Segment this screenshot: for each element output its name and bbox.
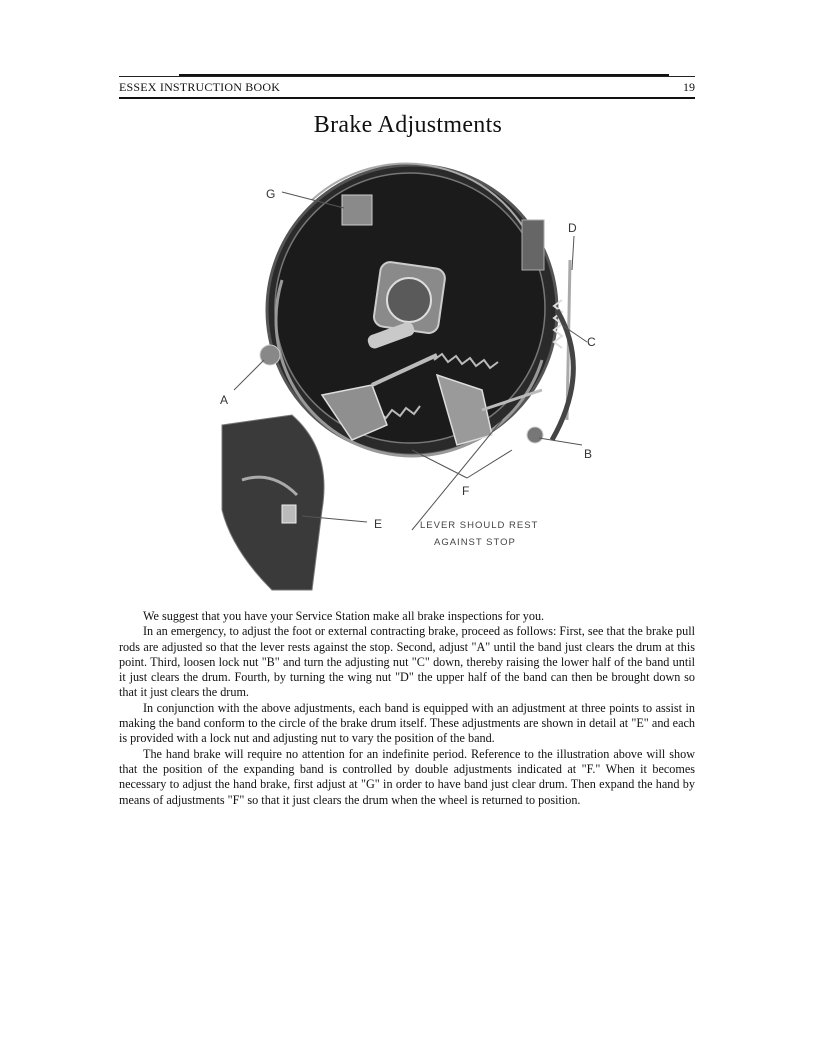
label-g: G [266,187,276,201]
paragraph-1: We suggest that you have your Service Station make all brake inspections for you. [143,609,545,623]
detail-inset [222,415,324,590]
header-rule [179,74,669,76]
paragraph-4: The hand brake will require no attention for an indefinite period. Reference to the illustration above will show that the position of the expanding band is controlled by double adjustments indicated at "F." When it becomes necessary to adjust the hand brake, first adjust at "G" in order to have band just clear drum. Then expand the hand by means of adjustments "F" so that it just clears the drum when the wheel is returned to position. [119,746,695,807]
detail-nut [282,505,296,523]
label-a: A [220,393,229,407]
label-b: B [584,447,593,461]
hub [387,278,431,322]
lock-nut-b [527,427,543,443]
adjuster-a [260,345,280,365]
brake-drum-drawing [212,150,596,590]
adjuster-g [342,195,372,225]
brake-illustration [212,150,596,590]
band-clip-right [522,220,544,270]
label-f: F [462,484,470,498]
paragraph-2: In an emergency, to adjust the foot or external contracting brake, proceed as follows: First, see that the brake pull rods are adjusted so that the lever rests against the stop. Second, adjust "A" until the band just clears the drum at this point. Third, loosen lock nut "B" and turn the adjusting nut "C" down, thereby raising the lower half of the band until it just clears the drum. Fourth, by turning the wing nut "D" the upper half of the band can then be brought down so that it just clears the drum. [119,624,695,700]
paragraph-3: In conjunction with the above adjustments, each band is equipped with an adjustment at three points to assist in making the band conform to the circle of the brake drum itself. These adjustments are shown in detail at "E" and each is provided with a lock nut and adjusting nut to vary the position of the band. [119,700,695,746]
body-text [119,609,695,808]
label-c: C [587,335,596,349]
caption-line-1: LEVER SHOULD REST [420,520,539,531]
label-e: E [374,517,383,531]
page-number: 19 [683,80,695,94]
leader-d [572,236,574,270]
page-title: Brake Adjustments [313,112,503,138]
label-d: D [568,221,577,235]
book-title: ESSEX INSTRUCTION BOOK [119,80,281,94]
running-header [119,76,695,99]
leader-a [234,360,264,390]
leader-b [539,438,582,445]
caption-line-2: AGAINST STOP [434,537,516,548]
